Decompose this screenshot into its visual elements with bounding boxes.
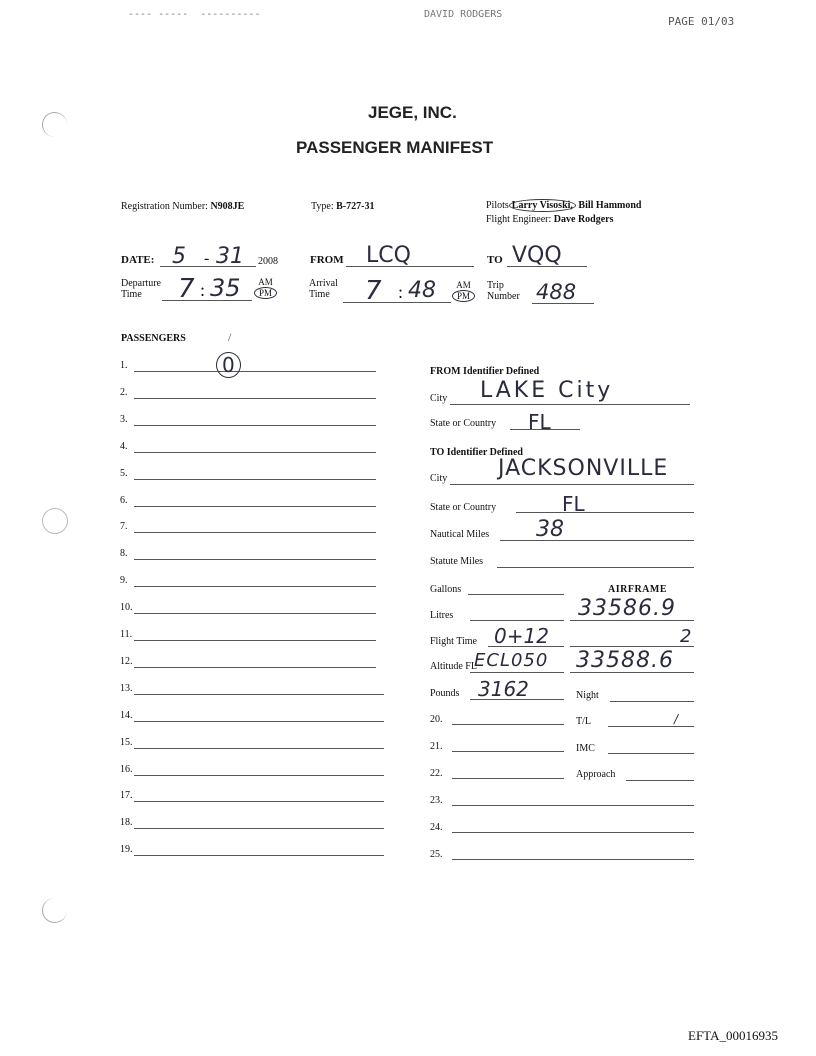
statute-miles-label: Statute Miles [430, 556, 484, 567]
nautical-miles-line [500, 540, 694, 541]
approach-line [626, 780, 694, 781]
from-state-label: State or Country [430, 418, 497, 429]
document-title: PASSENGER MANIFEST [296, 138, 494, 157]
passenger-row-line [134, 371, 376, 372]
passenger-row-line [134, 640, 376, 641]
pounds-label: Pounds [430, 688, 460, 699]
row-25-number: 25. [430, 849, 443, 860]
row-24-line [452, 832, 694, 833]
date-label: DATE: [121, 254, 155, 266]
approach-label: Approach [576, 769, 616, 780]
departure-hour: 7 [178, 274, 195, 304]
gallons-line [468, 594, 564, 595]
passenger-row-number: 4. [120, 440, 128, 452]
altitude-line [470, 672, 564, 673]
passengers-tick: / [228, 330, 232, 344]
passenger-row-line [134, 694, 384, 695]
passenger-row-line [134, 452, 376, 453]
row-23-line [452, 805, 694, 806]
passenger-row-number: 15. [120, 736, 133, 748]
passenger-row-line [134, 775, 384, 776]
passenger-row-line [134, 398, 376, 399]
passenger-row-number: 7. [120, 521, 128, 533]
passengers-heading: PASSENGERS [121, 333, 186, 344]
night-line [610, 701, 694, 702]
binder-hole [42, 898, 67, 923]
passenger-1-entry: 0 [216, 352, 241, 378]
date-year: 2008 [258, 256, 278, 267]
trip-number-value: 488 [536, 280, 577, 304]
fax-header-left: ---- ----- ---------- [128, 9, 261, 20]
fax-page-number: PAGE 01/03 [668, 15, 735, 28]
passenger-row-line [134, 855, 384, 856]
from-city-line [450, 404, 690, 405]
passenger-row-number: 18. [120, 817, 133, 829]
trip-number-label: Trip Number [487, 280, 520, 302]
passenger-row-number: 12. [120, 655, 133, 667]
flight-time-value: 0+12 [494, 624, 549, 648]
passenger-row-number: 14. [120, 709, 133, 721]
passenger-row-number: 10. [120, 602, 133, 614]
passenger-row-number: 17. [120, 790, 133, 802]
arrival-time-label: Arrival Time [309, 278, 338, 300]
to-state-label: State or Country [430, 502, 497, 513]
passenger-row-number: 9. [120, 575, 128, 587]
pounds-value: 3162 [478, 677, 529, 701]
row-21-line [452, 751, 564, 752]
altitude-value: ECL050 [474, 650, 549, 671]
row-22-number: 22. [430, 768, 443, 779]
nautical-miles-value: 38 [536, 517, 564, 542]
night-label: Night [576, 690, 599, 701]
aircraft-type: Type: B-727-31 [311, 201, 375, 212]
passenger-row-line [134, 721, 384, 722]
arrival-ampm: AM PM [452, 280, 475, 302]
to-city-value: JACKSONVILLE [498, 456, 669, 481]
row-25-line [452, 859, 694, 860]
passenger-row-number: 6. [120, 494, 128, 506]
passenger-row-line [134, 586, 376, 587]
altitude-label: Altitude FL [430, 661, 477, 672]
binder-hole [42, 112, 67, 137]
departure-minute: 35 [210, 274, 241, 302]
nautical-miles-label: Nautical Miles [430, 529, 490, 540]
statute-miles-line [497, 567, 694, 568]
imc-label: IMC [576, 743, 595, 754]
row-20-line [452, 724, 564, 725]
date-separator: - [204, 250, 210, 267]
flight-engineer: Flight Engineer: Dave Rodgers [486, 214, 614, 225]
passenger-row-line [134, 532, 376, 533]
airframe-heading: AIRFRAME [608, 584, 667, 595]
airframe-value-1: 33586.9 [578, 596, 676, 621]
to-state-value: FL [562, 492, 585, 516]
gallons-label: Gallons [430, 584, 462, 595]
flight-time-label: Flight Time [430, 636, 477, 647]
passenger-row-line [134, 613, 376, 614]
pm-circled: PM [452, 290, 475, 302]
arrival-minute: 48 [408, 278, 436, 303]
litres-label: Litres [430, 610, 454, 621]
passenger-row-number: 2. [120, 386, 128, 398]
passenger-row-number: 13. [120, 682, 133, 694]
from-identifier-heading: FROM Identifier Defined [430, 366, 540, 377]
date-day: 31 [216, 244, 244, 269]
passenger-row-number: 3. [120, 413, 128, 425]
passenger-row-line [134, 479, 376, 480]
pm-circled: PM [254, 287, 277, 299]
litres-line [470, 620, 564, 621]
row-22-line [452, 778, 564, 779]
imc-line [608, 753, 694, 754]
departure-time-label: Departure Time [121, 278, 161, 300]
passenger-row-line [134, 506, 376, 507]
airframe-value-2: 33588.6 [576, 648, 674, 673]
passenger-row-number: 1. [120, 360, 128, 371]
passenger-row-line [134, 559, 376, 560]
to-city-label: City [430, 473, 448, 484]
from-label: FROM [310, 254, 344, 266]
pilots: Pilots Larry Visoski, Bill Hammond [486, 200, 642, 211]
tl-line [608, 726, 694, 727]
row-23-number: 23. [430, 795, 443, 806]
departure-ampm: AM PM [254, 277, 277, 299]
passenger-row-line [134, 801, 384, 802]
passenger-row-number: 19. [120, 844, 133, 856]
tl-label: T/L [576, 716, 591, 727]
passenger-row-number: 16. [120, 763, 133, 775]
from-value: LCQ [366, 243, 411, 268]
departure-colon: : [200, 280, 206, 300]
row-21-number: 21. [430, 741, 443, 752]
to-city-line [450, 484, 694, 485]
registration: Registration Number: N908JE [121, 201, 245, 212]
from-city-label: City [430, 393, 448, 404]
passenger-row-line [134, 748, 384, 749]
company-name: JEGE, INC. [368, 103, 457, 122]
to-state-line [516, 512, 694, 513]
flight-time-right-value: 2 [680, 626, 692, 647]
row-24-number: 24. [430, 822, 443, 833]
from-city-value: LAKE City [480, 378, 614, 403]
passenger-row-line [134, 667, 376, 668]
from-state-value: FL [528, 410, 551, 434]
passenger-row-number: 8. [120, 548, 128, 560]
binder-hole [42, 508, 68, 534]
document-id: EFTA_00016935 [688, 1028, 778, 1043]
passenger-row-number: 5. [120, 467, 128, 479]
arrival-hour: 7 [365, 276, 382, 306]
tl-value: / [674, 712, 679, 726]
passenger-row-number: 11. [120, 629, 133, 640]
passenger-row-line [134, 425, 376, 426]
to-value: VQQ [512, 243, 562, 268]
row-20-number: 20. [430, 714, 443, 725]
date-month: 5 [172, 244, 186, 269]
to-identifier-heading: TO Identifier Defined [430, 447, 523, 458]
fax-header-center: DAVID RODGERS [424, 9, 503, 20]
airframe-line-2 [570, 646, 694, 647]
arrival-colon: : [398, 282, 404, 302]
to-label: TO [487, 254, 503, 266]
passenger-row-line [134, 828, 384, 829]
